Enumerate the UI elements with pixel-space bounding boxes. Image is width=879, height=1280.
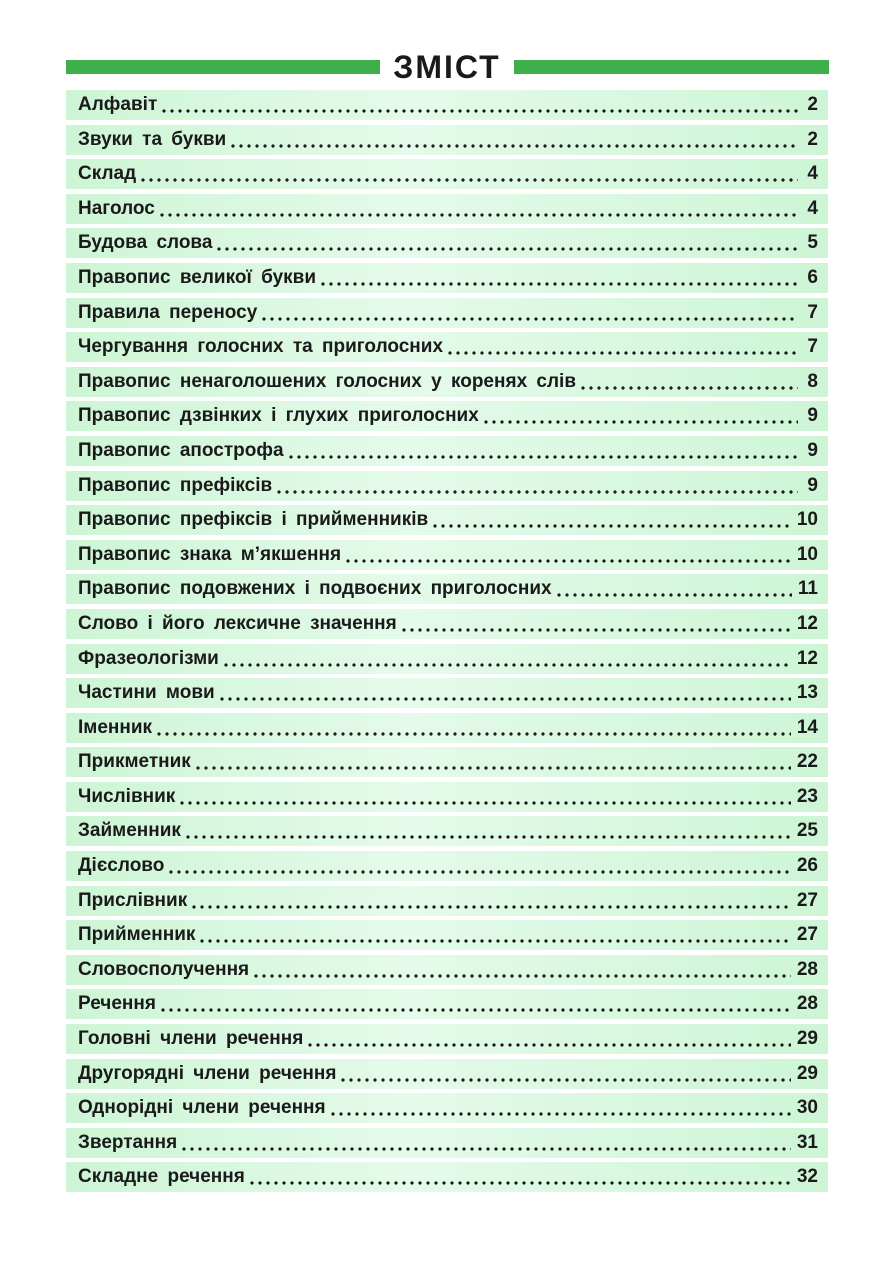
toc-entry-label: Правопис дзвінких і глухих приголосних (78, 405, 479, 427)
toc-entry[interactable] (66, 298, 828, 328)
toc-entry-page-number: 27 (796, 889, 818, 911)
toc-entry-label: Другорядні члени речення (78, 1062, 337, 1084)
toc-entry[interactable] (66, 505, 828, 535)
toc-entry[interactable] (66, 678, 828, 708)
toc-entry-page-number: 26 (796, 855, 818, 877)
dot-leader (306, 1043, 791, 1047)
dot-leader (222, 663, 791, 667)
toc-entry-page-number: 5 (807, 232, 818, 254)
dot-leader (344, 559, 791, 563)
toc-entry-page-number: 7 (807, 336, 818, 358)
toc-entry[interactable] (66, 1093, 828, 1123)
toc-entry[interactable] (66, 782, 828, 812)
dot-leader (215, 247, 798, 251)
toc-entry-label: Звуки та букви (78, 128, 227, 150)
toc-entry[interactable] (66, 1059, 828, 1089)
toc-entry[interactable] (66, 886, 828, 916)
toc-entry-label: Правопис префіксів і прийменників (78, 509, 429, 531)
toc-entry-label: Наголос (78, 197, 155, 219)
toc-entry[interactable] (66, 401, 828, 431)
toc-entry-label: Числівник (78, 785, 176, 807)
toc-entry[interactable] (66, 194, 828, 224)
toc-entry[interactable] (66, 332, 828, 362)
dot-leader (319, 282, 798, 286)
toc-entry[interactable] (66, 1162, 828, 1192)
toc-entry-page-number: 28 (796, 958, 818, 980)
toc-entry[interactable] (66, 989, 828, 1019)
header-bar-right (514, 60, 829, 74)
toc-entry-label: Прийменник (78, 924, 196, 946)
toc-entry-label: Іменник (78, 716, 153, 738)
toc-entry-label: Прикметник (78, 751, 191, 773)
dot-leader (555, 593, 792, 597)
toc-entry-label: Головні члени речення (78, 1028, 304, 1050)
toc-entry-page-number: 31 (796, 1131, 818, 1153)
toc-entry-label: Фразеологізми (78, 647, 219, 669)
toc-entry-label: Правопис апострофа (78, 439, 284, 461)
toc-entry-label: Правопис префіксів (78, 474, 273, 496)
toc-entry-page-number: 4 (807, 163, 818, 185)
dot-leader (158, 213, 798, 217)
dot-leader (155, 732, 791, 736)
toc-entry-page-number: 8 (807, 370, 818, 392)
dot-leader (339, 1078, 790, 1082)
toc-entry-label: Займенник (78, 820, 181, 842)
toc-entry-label: Слово і його лексичне значення (78, 612, 397, 634)
toc-entry[interactable] (66, 367, 828, 397)
toc-entry[interactable] (66, 1128, 828, 1158)
dot-leader (190, 905, 791, 909)
dot-leader (139, 178, 798, 182)
toc-entry-page-number: 7 (807, 301, 818, 323)
toc-entry-page-number: 10 (796, 509, 818, 531)
toc-entry-page-number: 11 (797, 578, 818, 600)
toc-entry[interactable] (66, 816, 828, 846)
toc-entry[interactable] (66, 159, 828, 189)
toc-entry-label: Правила переносу (78, 301, 258, 323)
toc-entry[interactable] (66, 263, 828, 293)
dot-leader (184, 835, 791, 839)
toc-entry[interactable] (66, 851, 828, 881)
toc-entry-label: Алфавіт (78, 94, 158, 115)
header-bar-left (66, 60, 380, 74)
dot-leader (400, 628, 791, 632)
toc-entry[interactable] (66, 125, 828, 155)
toc-entry-label: Склад (78, 163, 137, 185)
dot-leader (482, 420, 798, 424)
toc-entry-page-number: 27 (796, 924, 818, 946)
dot-leader (160, 109, 798, 113)
toc-entry-page-number: 25 (796, 820, 818, 842)
dot-leader (194, 766, 791, 770)
toc-entry-page-number: 6 (807, 266, 818, 288)
dot-leader (167, 870, 791, 874)
toc-entry[interactable] (66, 228, 828, 258)
toc-entry[interactable] (66, 609, 828, 639)
dot-leader (180, 1147, 791, 1151)
dot-leader (260, 317, 798, 321)
dot-leader (248, 1181, 791, 1185)
toc-entry-page-number: 30 (796, 1097, 818, 1119)
toc-entry-page-number: 12 (796, 612, 818, 634)
toc-entry[interactable] (66, 436, 828, 466)
toc-entry-page-number: 4 (807, 197, 818, 219)
toc-entry-label: Прислівник (78, 889, 188, 911)
toc-entry-page-number: 28 (796, 993, 818, 1015)
dot-leader (579, 386, 798, 390)
dot-leader (159, 1008, 791, 1012)
toc-entry-page-number: 2 (807, 94, 818, 115)
dot-leader (431, 524, 791, 528)
toc-entry[interactable] (66, 644, 828, 674)
toc-entry-page-number: 23 (796, 785, 818, 807)
toc-entry[interactable] (66, 471, 828, 501)
toc-entry[interactable] (66, 540, 828, 570)
toc-entry-label: Правопис подовжених і подвоєних приголосних (78, 578, 552, 600)
contents-header (66, 46, 829, 88)
toc-entry-label: Правопис знака м’якшення (78, 543, 342, 565)
toc-entry[interactable] (66, 1024, 828, 1054)
toc-entry-label: Дієслово (78, 855, 165, 877)
toc-entry-page-number: 12 (796, 647, 818, 669)
toc-entry-label: Однорідні члени речення (78, 1097, 326, 1119)
table-of-contents (66, 90, 828, 1197)
dot-leader (252, 974, 791, 978)
toc-entry-label: Правопис ненаголошених голосних у коренях слів (78, 370, 577, 392)
dot-leader (229, 144, 798, 148)
toc-entry-page-number: 9 (807, 405, 818, 427)
page-title: ЗМІСТ (393, 49, 501, 85)
dot-leader (329, 1112, 791, 1116)
toc-entry[interactable] (66, 90, 828, 120)
toc-entry-label: Правопис великої букви (78, 266, 317, 288)
toc-entry-label: Словосполучення (78, 958, 250, 980)
dot-leader (178, 801, 791, 805)
dot-leader (287, 455, 798, 459)
toc-entry-label: Речення (78, 993, 156, 1015)
toc-entry-label: Звертання (78, 1131, 178, 1153)
toc-entry-label: Частини мови (78, 682, 215, 704)
toc-entry-page-number: 13 (796, 682, 818, 704)
toc-entry[interactable] (66, 920, 828, 950)
dot-leader (218, 697, 791, 701)
toc-entry-label: Складне речення (78, 1166, 245, 1188)
toc-entry[interactable] (66, 574, 828, 604)
toc-entry-page-number: 9 (807, 474, 818, 496)
toc-entry[interactable] (66, 713, 828, 743)
toc-entry-page-number: 22 (796, 751, 818, 773)
toc-entry-page-number: 29 (796, 1062, 818, 1084)
dot-leader (446, 351, 798, 355)
toc-entry[interactable] (66, 955, 828, 985)
toc-entry-page-number: 2 (807, 128, 818, 150)
toc-entry-page-number: 32 (796, 1166, 818, 1188)
dot-leader (275, 490, 798, 494)
toc-entry-page-number: 29 (796, 1028, 818, 1050)
toc-entry-page-number: 10 (796, 543, 818, 565)
toc-entry-label: Будова слова (78, 232, 213, 254)
dot-leader (198, 939, 790, 943)
toc-entry-page-number: 14 (796, 716, 818, 738)
toc-entry-label: Чергування голосних та приголосних (78, 336, 444, 358)
toc-entry-page-number: 9 (807, 439, 818, 461)
toc-entry[interactable] (66, 747, 828, 777)
